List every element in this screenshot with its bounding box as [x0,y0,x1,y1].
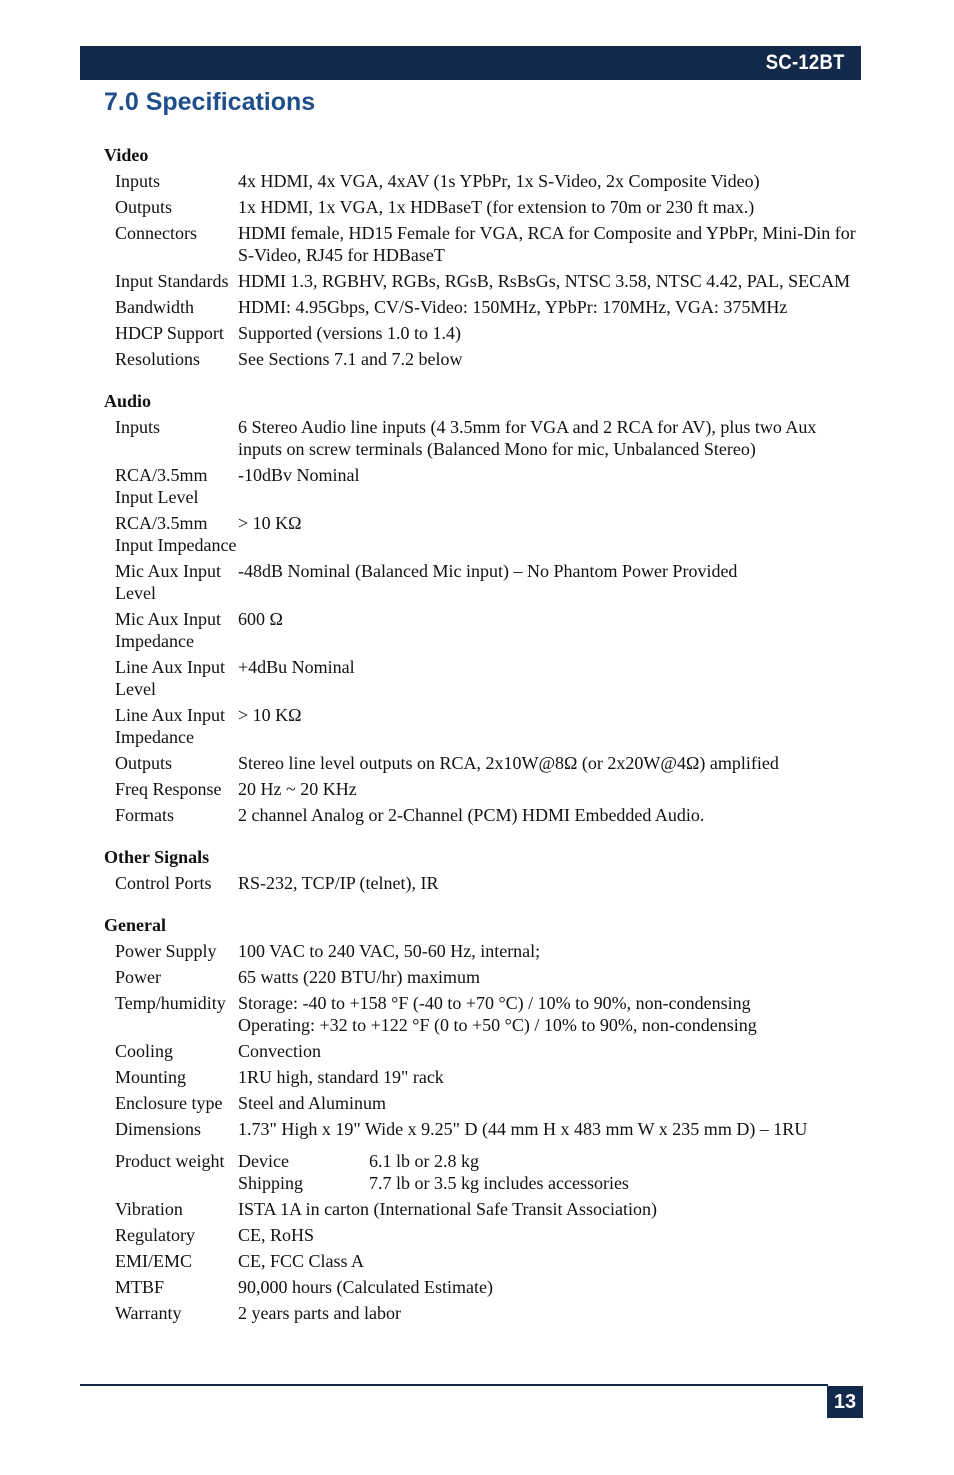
spec-row [104,1276,864,1298]
spec-label: Cooling [115,1041,174,1061]
spec-row [104,778,864,800]
spec-label: Formats [115,805,175,825]
spec-row [104,512,864,556]
weight-value: 6.1 lb or 2.8 kg [369,1151,479,1171]
spec-value: Convection [238,1041,321,1061]
spec-row [104,1150,864,1194]
spec-label: Temp/humidity [115,993,226,1013]
spec-value: ISTA 1A in carton (International Safe Transit Association) [238,1199,658,1219]
model-name: SC-12BT [766,51,845,74]
spec-label: Inputs [115,171,160,191]
spec-value: 65 watts (220 BTU/hr) maximum [238,967,480,987]
spec-row [104,1250,864,1272]
spec-section-audio [104,390,864,826]
spec-value: > 10 KΩ [238,705,302,725]
spec-label: Dimensions [115,1119,202,1139]
spec-label: Inputs [115,417,160,437]
spec-row [104,872,864,894]
section-heading: Other Signals [104,847,210,867]
specifications-table [104,144,864,1344]
spec-label: EMI/EMC [115,1251,193,1271]
spec-row [104,560,864,604]
spec-value: +4dBu Nominal [238,657,355,677]
spec-label: Control Ports [115,873,212,893]
spec-label: Line Aux Input Impedance [115,705,225,747]
spec-value: CE, FCC Class A [238,1251,365,1271]
spec-value: 2 years parts and labor [238,1303,401,1323]
spec-label: Resolutions [115,349,201,369]
spec-value: Steel and Aluminum [238,1093,386,1113]
spec-value: 1.73" High x 19" Wide x 9.25" D (44 mm H x 483 mm W x 235 mm D) – 1RU [238,1119,808,1139]
spec-value: 1x HDMI, 1x VGA, 1x HDBaseT (for extension to 70m or 230 ft max.) [238,197,755,217]
spec-value: -48dB Nominal (Balanced Mic input) – No Phantom Power Provided [238,561,738,581]
spec-label: HDCP Support [115,323,224,343]
spec-row [104,992,864,1036]
spec-value: HDMI female, HD15 Female for VGA, RCA for Composite and YPbPr, Mini-Din for S-Video, RJ45 for HDBaseT [238,223,856,265]
spec-row [104,966,864,988]
spec-value: CE, RoHS [238,1225,315,1245]
spec-label: RCA/3.5mm Input Impedance [115,513,237,555]
spec-value: See Sections 7.1 and 7.2 below [238,349,463,369]
spec-value: 2 channel Analog or 2-Channel (PCM) HDMI Embedded Audio. [238,805,705,825]
spec-label: Product weight [115,1151,225,1171]
spec-label: Enclosure type [115,1093,223,1113]
weight-value: 7.7 lb or 3.5 kg includes accessories [369,1173,629,1193]
header-bar [80,46,861,80]
spec-value [238,992,864,1036]
spec-row [104,656,864,700]
spec-row [104,1066,864,1088]
spec-row [104,608,864,652]
spec-row [104,940,864,962]
spec-value: -10dBv Nominal [238,465,360,485]
spec-row [104,348,864,370]
spec-label: MTBF [115,1277,165,1297]
spec-label: Vibration [115,1199,183,1219]
spec-section-general [104,914,864,1324]
section-heading: Audio [104,391,152,411]
spec-value: 90,000 hours (Calculated Estimate) [238,1277,493,1297]
footer-rule [80,1384,828,1386]
spec-section-video [104,144,864,370]
spec-label: Mic Aux Input Level [115,561,221,603]
spec-row [104,1040,864,1062]
spec-label: Power [115,967,161,987]
spec-label: Freq Response [115,779,222,799]
weight-type: Shipping [238,1173,304,1193]
spec-row [104,170,864,192]
spec-label: Outputs [115,197,173,217]
spec-label: Outputs [115,753,173,773]
spec-label: Regulatory [115,1225,195,1245]
spec-value: 600 Ω [238,609,283,629]
weight-line [238,1172,864,1194]
spec-value: HDMI: 4.95Gbps, CV/S-Video: 150MHz, YPbPr: 170MHz, VGA: 375MHz [238,297,788,317]
spec-row [104,1118,864,1140]
spec-label: Warranty [115,1303,182,1323]
spec-value: HDMI 1.3, RGBHV, RGBs, RGsB, RsBsGs, NTSC 3.58, NTSC 4.42, PAL, SECAM [238,271,851,291]
spec-value: RS-232, TCP/IP (telnet), IR [238,873,439,893]
spec-label: Mic Aux Input Impedance [115,609,221,651]
spec-row [104,464,864,508]
spec-value-line: Storage: -40 to +158 °F (-40 to +70 °C) / 10% to 90%, non-condensing [238,993,751,1013]
spec-row [104,322,864,344]
spec-row [104,752,864,774]
spec-value-line: Operating: +32 to +122 °F (0 to +50 °C) / 10% to 90%, non-condensing [238,1015,757,1035]
spec-row [104,1224,864,1246]
spec-value: 20 Hz ~ 20 KHz [238,779,357,799]
weight-type: Device [238,1151,289,1171]
spec-value: Supported (versions 1.0 to 1.4) [238,323,461,343]
section-heading: General [104,915,166,935]
spec-section-other-signals [104,846,864,894]
spec-row [104,704,864,748]
spec-row [104,222,864,266]
spec-label: RCA/3.5mm Input Level [115,465,208,507]
spec-label: Bandwidth [115,297,194,317]
weight-values [238,1150,864,1194]
spec-label: Connectors [115,223,197,243]
spec-value: Stereo line level outputs on RCA, 2x10W@8Ω (or 2x20W@4Ω) amplified [238,753,779,773]
section-heading: Video [104,145,149,165]
spec-row [104,1092,864,1114]
spec-row [104,1302,864,1324]
spec-row [104,196,864,218]
page-number: 13 [827,1386,863,1418]
weight-line [238,1150,864,1172]
spec-value: > 10 KΩ [238,513,302,533]
spec-label: Mounting [115,1067,187,1087]
spec-row [104,296,864,318]
spec-row [104,416,864,460]
spec-value: 6 Stereo Audio line inputs (4 3.5mm for VGA and 2 RCA for AV), plus two Aux inputs on screw terminals (Balanced Mono for mic, Unbalanced Stereo) [238,417,817,459]
spec-row [104,1198,864,1220]
spec-label: Power Supply [115,941,217,961]
spec-value: 100 VAC to 240 VAC, 50-60 Hz, internal; [238,941,541,961]
spec-label: Line Aux Input Level [115,657,225,699]
spec-row [104,804,864,826]
spec-label: Input Standards [115,271,229,291]
spec-row [104,270,864,292]
spec-value: 1RU high, standard 19" rack [238,1067,444,1087]
spec-value: 4x HDMI, 4x VGA, 4xAV (1s YPbPr, 1x S-Video, 2x Composite Video) [238,171,760,191]
page-title: 7.0 Specifications [104,88,316,116]
